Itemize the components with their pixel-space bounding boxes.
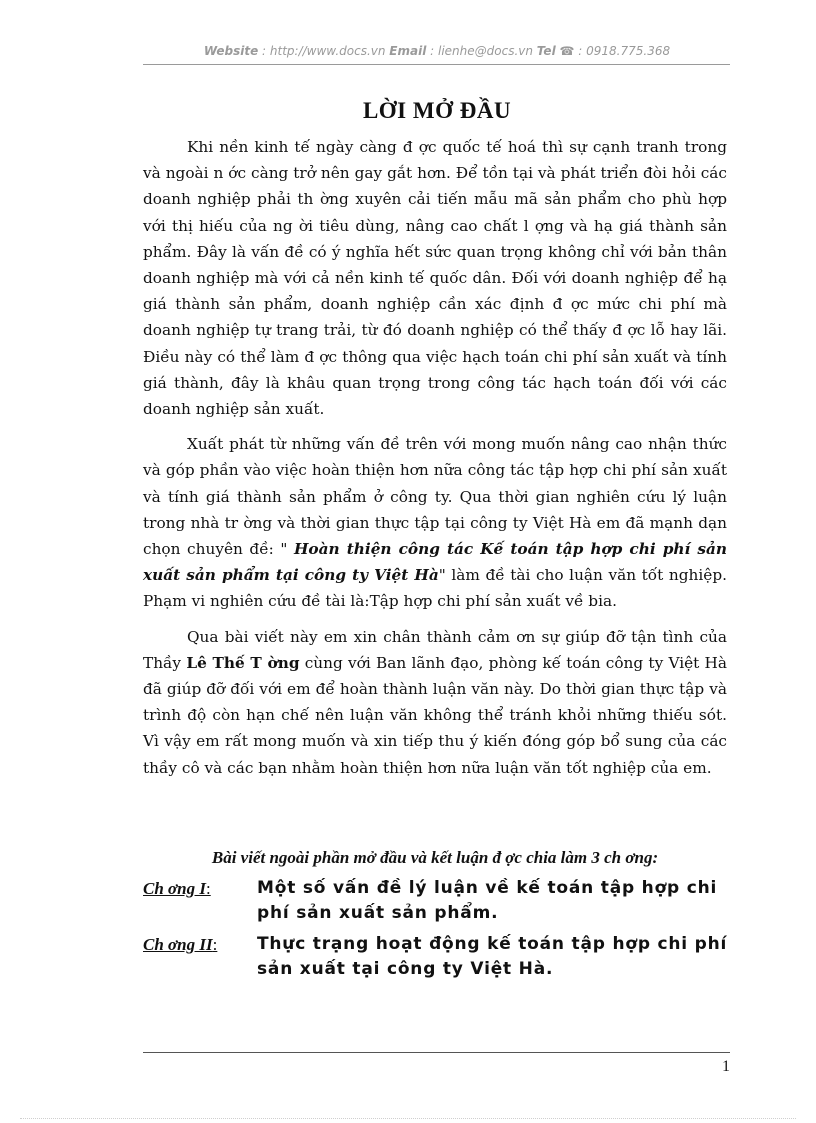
tel-value: ☎ : 0918.775.368 [555, 44, 671, 58]
chapters-intro: Bài viết ngoài phần mở đầu và kết luận đ ợc chia làm 3 ch ơng: [211, 848, 659, 867]
chapter-2-title: Thực trạng hoạt động kế toán tập hợp chi phí sản xuất tại công ty Việt Hà. [257, 934, 728, 979]
chapter-1-label: Ch ơng I: [143, 879, 211, 898]
paragraph-2-start: Xuất phát từ những vấn đề trên với mong muốn nâng cao nhận thức và góp phần vào việc hoàn thiện hơn nữa công tác tập hợp chi phí sản xuất và tính giá thành sản phẩm ở công ty. Qua thời gian nghiên cứu lý luận trong nhà tr ờng và thời gian thực tập tại công ty Việt Hà em đã mạnh dạn chọn chuyên đề: " [143, 435, 727, 559]
paragraph-1: Khi nền kinh tế ngày càng đ ợc quốc tế hoá thì sự cạnh tranh trong và ngoài n ớc càng trở nên gay gắt hơn. Để tồn tại và phát triển đòi hỏi các doanh nghiệp phải th ờng xuyên cải tiến mẫu mã sản phẩm cho phù hợp với thị hiếu của ng ời tiêu dùng, nâng cao chất l ợng và hạ giá thành sản phẩm. Đây là vấn đề có ý nghĩa hết sức quan trọng không chỉ với bản thân doanh nghiệp mà với cả nền kinh tế quốc dân. Đối với doanh nghiệp để hạ giá thành sản phẩm, doanh nghiệp cần xác định đ ợc mức chi phí mà doanh nghiệp tự trang trải, từ đó doanh nghiệp có thể thấy đ ợc lỗ hay lãi. Điều này có thể làm đ ợc thông qua việc hạch toán chi phí sản xuất và tính giá thành, đây là khâu quan trọng trong công tác hạch toán đối với các doanh nghiệp sản xuất. [143, 138, 727, 419]
paragraph-2 [143, 431, 727, 614]
email-value: : lienhe@docs.vn [426, 44, 537, 58]
page-title: LỜI MỞ ĐẦU [362, 98, 512, 123]
page-bottom-border [20, 1118, 796, 1119]
tel-label: Tel [536, 44, 556, 58]
chapter-1-title: Một số vấn đề lý luận về kế toán tập hợp chi phí sản xuất sản phẩm. [257, 878, 718, 923]
footer-rule [143, 1052, 730, 1053]
teacher-name: Lê Thế T ờng [186, 653, 300, 672]
email-label: Email [389, 44, 427, 58]
chapter-1 [143, 876, 731, 926]
thesis-topic: Hoàn thiện công tác Kế toán tập hợp chi phí sản xuất sản phẩm tại công ty Việt Hà [143, 540, 727, 585]
paragraph-3 [143, 624, 727, 781]
chapter-2-label: Ch ơng II: [143, 935, 218, 954]
website-label: Website [203, 44, 259, 58]
header-rule [143, 64, 730, 65]
page-number: 1 [722, 1058, 730, 1075]
website-value: : http://www.docs.vn [258, 44, 390, 58]
paragraph-3-end: cùng với Ban lãnh đạo, phòng kế toán công ty Việt Hà đã giúp đỡ đối với em để hoàn thành luận văn này. Do thời gian thực tập và trình độ còn hạn chế nên luận văn không thể tránh khỏi những thiếu sót. Vì vậy em rất mong muốn và xin tiếp thu ý kiến đóng góp bổ sung của các thầy cô và các bạn nhằm hoàn thiện hơn nữa luận văn tốt nghiệp của em. [143, 653, 728, 777]
paragraph-2-end: " làm đề tài cho luận văn tốt nghiệp. Phạm vi nghiên cứu đề tài là:Tập hợp chi phí sản xuất về bia. [143, 566, 727, 611]
body-text [143, 134, 727, 790]
chapter-2 [143, 932, 731, 982]
paragraph-3-start: Qua bài viết này em xin chân thành cảm ơn sự giúp đỡ tận tình của Thầy [143, 627, 727, 672]
page-header [143, 44, 731, 58]
